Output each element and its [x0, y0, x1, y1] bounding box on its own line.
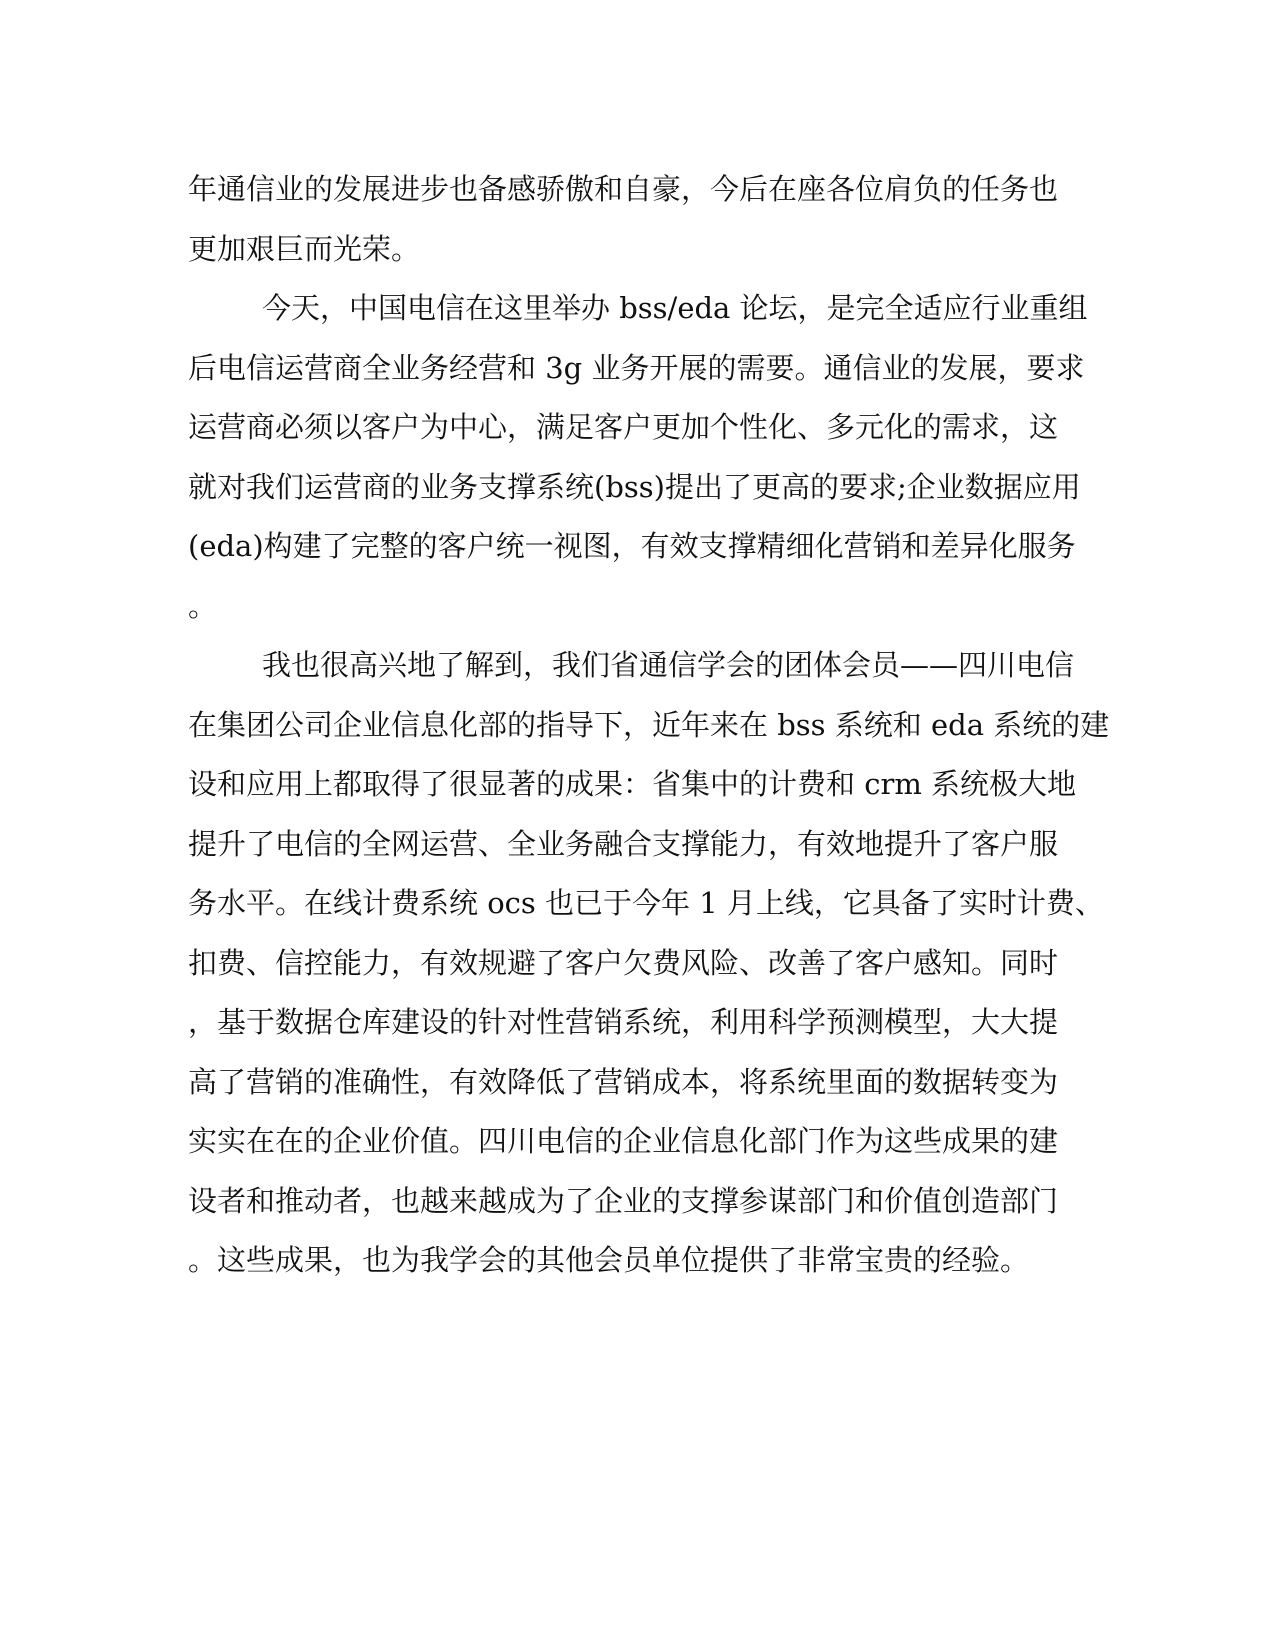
- text-line: 在集团公司企业信息化部的指导下，近年来在 bss 系统和 eda 系统的建: [188, 707, 1110, 742]
- text-line: 务水平。在线计费系统 ocs 也已于今年 1 月上线，它具备了实时计费、: [188, 886, 1104, 920]
- paragraph-start-line: 今天，中国电信在这里举办 bss/eda 论坛，是完全适应行业重组: [262, 291, 1088, 325]
- text-line: 设和应用上都取得了很显著的成果：省集中的计费和 crm 系统极大地: [188, 767, 1077, 801]
- text-line: 后电信运营商全业务经营和 3g 业务开展的需要。通信业的发展，要求: [188, 350, 1085, 385]
- body-text: [188, 160, 1110, 1291]
- text-line: 扣费、信控能力，有效规避了客户欠费风险、改善了客户感知。同时: [188, 945, 1059, 980]
- paragraph-start-line: 我也很高兴地了解到，我们省通信学会的团体会员——四川电信: [262, 648, 1075, 682]
- text-line: 年通信业的发展进步也备感骄傲和自豪，今后在座各位肩负的任务也: [188, 172, 1059, 206]
- text-line: 更加艰巨而光荣。: [188, 231, 421, 266]
- text-line: 实实在在的企业价值。四川电信的企业信息化部门作为这些成果的建: [188, 1124, 1059, 1158]
- text-line: 。: [188, 588, 218, 623]
- text-line: 高了营销的准确性，有效降低了营销成本，将系统里面的数据转变为: [188, 1064, 1059, 1099]
- text-line: 设者和推动者，也越来越成为了企业的支撑参谋部门和价值创造部门: [188, 1183, 1059, 1218]
- text-line: 运营商必须以客户为中心，满足客户更加个性化、多元化的需求，这: [188, 410, 1059, 444]
- text-line: (eda)构建了完整的客户统一视图，有效支撑精细化营销和差异化服务: [188, 529, 1076, 563]
- text-line: ，基于数据仓库建设的针对性营销系统，利用科学预测模型，大大提: [188, 1005, 1059, 1039]
- text-line: 。这些成果，也为我学会的其他会员单位提供了非常宝贵的经验。: [188, 1243, 1030, 1277]
- text-line: 就对我们运营商的业务支撑系统(bss)提出了更高的要求;企业数据应用: [188, 469, 1081, 504]
- text-line: 提升了电信的全网运营、全业务融合支撑能力，有效地提升了客户服: [188, 826, 1059, 861]
